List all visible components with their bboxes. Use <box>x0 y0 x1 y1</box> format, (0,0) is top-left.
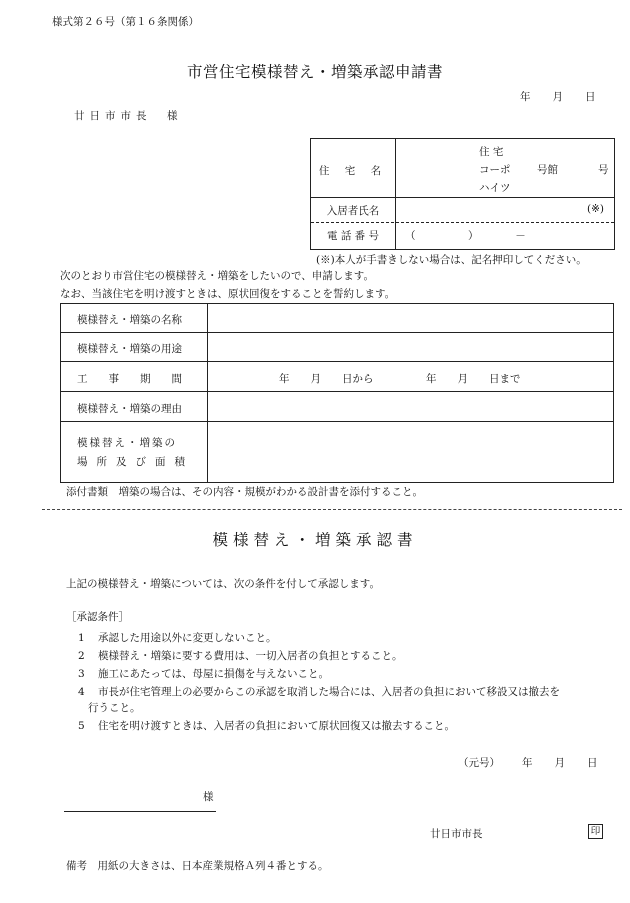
page-title: 市営住宅模様替え・増築承認申請書 <box>186 63 443 81</box>
condition-item <box>88 700 141 715</box>
row-divider <box>61 361 613 362</box>
seal-mark: 印 <box>588 824 603 839</box>
condition-number: 4 <box>78 686 85 698</box>
intro-line: 次のとおり市営住宅の模様替え・増築をしたいので、申請します。 <box>60 270 374 282</box>
date-day: 日 <box>585 91 596 103</box>
row-divider <box>61 332 613 333</box>
housing-type-3: ハイツ <box>479 182 511 194</box>
row-divider <box>311 222 614 223</box>
building-suffix: 号館 <box>537 164 558 176</box>
attachments-note: 添付書類 増築の場合は、その内容・規模がわかる設計書を添付すること。 <box>66 486 423 498</box>
condition-text: 市長が住宅管理上の必要からこの承認を取消した場合には、入居者の負担において移設又は撤去を <box>98 686 560 698</box>
era-label: （元号） <box>458 757 500 769</box>
intro-line: なお、当該住宅を明け渡すときは、原状回復をすることを誓約します。 <box>60 288 396 300</box>
row-divider <box>311 197 614 198</box>
housing-name-label: 住 宅 名 <box>318 165 388 177</box>
condition-text: 模様替え・増築に要する費用は、一切入居者の負担とすること。 <box>98 650 403 662</box>
form-number: 様式第２６号（第１６条関係） <box>52 16 199 28</box>
condition-number: 3 <box>78 668 85 680</box>
purpose-label: 模様替え・増築の用途 <box>77 343 182 355</box>
reason-label: 模様替え・増築の理由 <box>77 403 182 415</box>
condition-text: 施工にあたっては、母屋に損傷を与えないこと。 <box>98 668 329 680</box>
remark-note: 備考 用紙の大きさは、日本産業規格Ａ列４番とする。 <box>66 860 329 872</box>
condition-text: 承認した用途以外に変更しないこと。 <box>98 632 277 644</box>
recipient-name-line <box>64 797 216 812</box>
applicant-table <box>310 138 615 250</box>
housing-type-2: コーポ <box>479 164 511 176</box>
resident-label: 入居者氏名 <box>326 205 380 217</box>
date-year: 年 <box>520 91 531 103</box>
date-month: 月 <box>552 91 563 103</box>
condition-item <box>78 648 403 663</box>
conditions-heading: ［承認条件］ <box>66 611 129 623</box>
condition-item <box>78 666 329 681</box>
application-table <box>60 303 614 483</box>
date-year: 年 <box>522 757 533 769</box>
housing-type-1: 住 宅 <box>479 146 504 158</box>
addressee: 廿日市市長 様 <box>74 110 183 122</box>
phone-format: （ ） － <box>405 230 526 242</box>
column-divider <box>207 304 208 482</box>
condition-number: 2 <box>78 650 85 662</box>
condition-number: 1 <box>78 632 85 644</box>
period-label: 工 事 期 間 <box>77 373 182 385</box>
cut-line <box>42 509 622 510</box>
phone-label: 電 話 番 号 <box>326 230 379 242</box>
row-divider <box>61 421 613 422</box>
place-label-2: 場所及び面積 <box>77 456 194 468</box>
condition-item <box>78 684 560 699</box>
approval-date <box>458 755 598 770</box>
place-label-1: 模様替え・増築の <box>77 437 177 449</box>
resident-mark: (※) <box>587 203 604 215</box>
row-divider <box>61 391 613 392</box>
approval-title: 模様替え・増築承認書 <box>212 531 418 549</box>
condition-text: 行うこと。 <box>88 702 141 714</box>
self-sign-note: (※)本人が手書きしない場合は、記名押印してください。 <box>316 254 587 266</box>
period-value: 年 月 日から 年 月 日まで <box>279 373 521 385</box>
approval-intro: 上記の模様替え・増築については、次の条件を付して承認します。 <box>66 578 380 590</box>
column-divider <box>395 139 396 249</box>
condition-text: 住宅を明け渡すときは、入居者の負担において原状回復又は撤去すること。 <box>98 720 455 732</box>
recipient-suffix: 様 <box>203 791 214 803</box>
application-date <box>520 89 596 104</box>
condition-item <box>78 718 455 733</box>
issuer-name: 廿日市市長 <box>430 828 483 840</box>
date-month: 月 <box>554 757 565 769</box>
name-label: 模様替え・増築の名称 <box>77 314 182 326</box>
date-day: 日 <box>587 757 598 769</box>
condition-item <box>78 630 277 645</box>
condition-number: 5 <box>78 720 85 732</box>
room-suffix: 号 <box>598 164 609 176</box>
